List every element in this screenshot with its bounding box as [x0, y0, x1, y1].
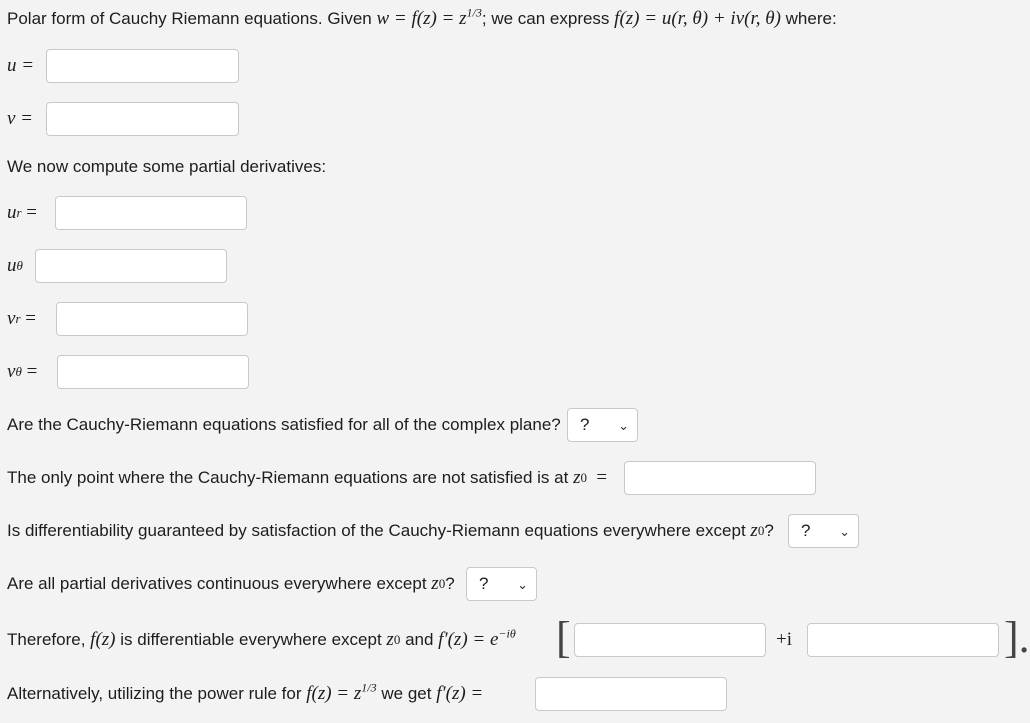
fprime-real-input[interactable] [574, 623, 766, 657]
z0-input[interactable] [624, 461, 816, 495]
q3-line: Is differentiability guaranteed by satisfaction of the Cauchy-Riemann equations everywhere except z 0 ? [7, 520, 774, 541]
q1-text: Are the Cauchy-Riemann equations satisfied for all of the complex plane? [7, 415, 561, 434]
vtheta-input[interactable] [57, 355, 249, 389]
alt-line: Alternatively, utilizing the power rule for $f(z) = z^{1/3}$ we get f′(z) = [7, 680, 484, 704]
chevron-down-icon: ⌄ [618, 418, 629, 433]
ur-input[interactable] [55, 196, 247, 230]
q2-line: The only point where the Cauchy-Riemann equations are not satisfied is at z 0 = [7, 467, 608, 488]
plus-i-label: +i [776, 629, 792, 650]
q1-select[interactable] [567, 408, 638, 442]
q1-selected-value: ? [580, 415, 590, 434]
vr-input[interactable] [56, 302, 248, 336]
u-label: u = [7, 55, 35, 76]
right-bracket: ]. [1004, 613, 1030, 662]
utheta-label: u θ [7, 255, 23, 276]
intro-equation-2: f(z) = u(r, θ) + iv(r, θ) [614, 8, 781, 29]
intro-text: Polar form of Cauchy Riemann equations. Given [7, 9, 372, 28]
fprime-imag-input[interactable] [807, 623, 999, 657]
chevron-down-icon: ⌄ [839, 524, 850, 539]
v-label: v = [7, 108, 34, 129]
intro-equation: $w = f(z) = z^{1/3}$ [376, 5, 482, 29]
q3-selected-value: ? [801, 521, 811, 540]
q4-line: Are all partial derivatives continuous everywhere except z 0 ? [7, 573, 455, 594]
intro-tail-text: where: [785, 9, 837, 28]
q4-select[interactable] [466, 567, 537, 601]
chevron-down-icon: ⌄ [517, 577, 528, 592]
intro-line [7, 2, 837, 36]
power-rule-input[interactable] [535, 677, 727, 711]
left-bracket: [ [556, 613, 571, 662]
therefore-line: Therefore, f(z) is differentiable everywhere except z 0 and $f'(z) = e^{-i\theta}$ [7, 626, 516, 650]
vtheta-label: v θ = [7, 361, 38, 382]
q4-selected-value: ? [479, 574, 489, 593]
q3-select[interactable] [788, 514, 859, 548]
v-input[interactable] [46, 102, 239, 136]
vr-label: v r = [7, 308, 36, 329]
intro-mid-text: ; we can express [481, 9, 610, 28]
utheta-input[interactable] [35, 249, 227, 283]
partials-heading: We now compute some partial derivatives: [7, 157, 327, 176]
ur-label: u r = [7, 202, 38, 223]
u-input[interactable] [46, 49, 239, 83]
